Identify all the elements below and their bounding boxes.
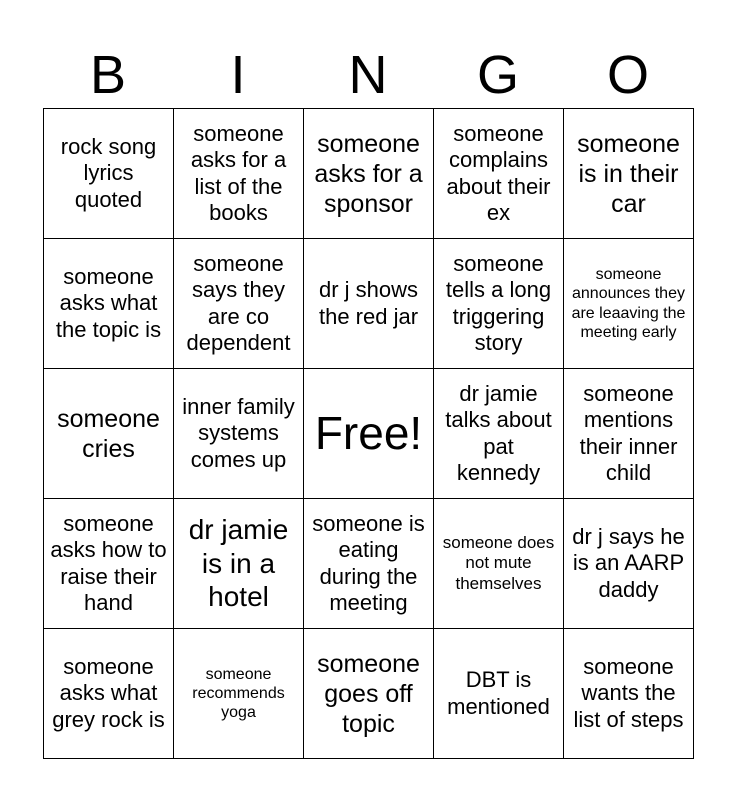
- header-letter-n: N: [348, 45, 388, 105]
- header-letter-g: G: [476, 45, 519, 105]
- bingo-cell[interactable]: DBT is mentioned: [434, 629, 564, 759]
- card-row: [44, 499, 694, 629]
- bingo-cell[interactable]: someone mentions their inner child: [564, 369, 694, 499]
- bingo-cell[interactable]: someone is eating during the meeting: [304, 499, 434, 629]
- bingo-cell[interactable]: someone asks for a list of the books: [174, 109, 304, 239]
- header-letter-o: O: [606, 45, 649, 105]
- bingo-cell[interactable]: inner family systems comes up: [174, 369, 304, 499]
- bingo-cell[interactable]: someone cries: [44, 369, 174, 499]
- bingo-cell[interactable]: someone asks what the topic is: [44, 239, 174, 369]
- card-row: [44, 369, 694, 499]
- bingo-cell[interactable]: dr j shows the red jar: [304, 239, 434, 369]
- bingo-cell[interactable]: someone asks what grey rock is: [44, 629, 174, 759]
- bingo-cell[interactable]: someone complains about their ex: [434, 109, 564, 239]
- bingo-cell[interactable]: dr jamie is in a hotel: [174, 499, 304, 629]
- bingo-cell[interactable]: someone recommends yoga: [174, 629, 304, 759]
- bingo-cell[interactable]: someone does not mute themselves: [434, 499, 564, 629]
- bingo-cell[interactable]: dr j says he is an AARP daddy: [564, 499, 694, 629]
- bingo-cell[interactable]: someone goes off topic: [304, 629, 434, 759]
- bingo-cell[interactable]: someone is in their car: [564, 109, 694, 239]
- free-space-cell[interactable]: Free!: [304, 369, 434, 499]
- card-row: [44, 629, 694, 759]
- bingo-cell[interactable]: someone wants the list of steps: [564, 629, 694, 759]
- bingo-cell[interactable]: dr jamie talks about pat kennedy: [434, 369, 564, 499]
- header-letter-i: I: [230, 45, 246, 105]
- bingo-header: [43, 44, 693, 106]
- bingo-cell[interactable]: someone says they are co dependent: [174, 239, 304, 369]
- bingo-cell[interactable]: someone announces they are leaaving the meeting early: [564, 239, 694, 369]
- bingo-cell[interactable]: someone asks for a sponsor: [304, 109, 434, 239]
- header-letter-b: B: [89, 45, 127, 105]
- bingo-cell[interactable]: someone asks how to raise their hand: [44, 499, 174, 629]
- bingo-card: [43, 108, 694, 759]
- card-row: [44, 239, 694, 369]
- bingo-cell[interactable]: rock song lyrics quoted: [44, 109, 174, 239]
- card-row: [44, 109, 694, 239]
- bingo-cell[interactable]: someone tells a long triggering story: [434, 239, 564, 369]
